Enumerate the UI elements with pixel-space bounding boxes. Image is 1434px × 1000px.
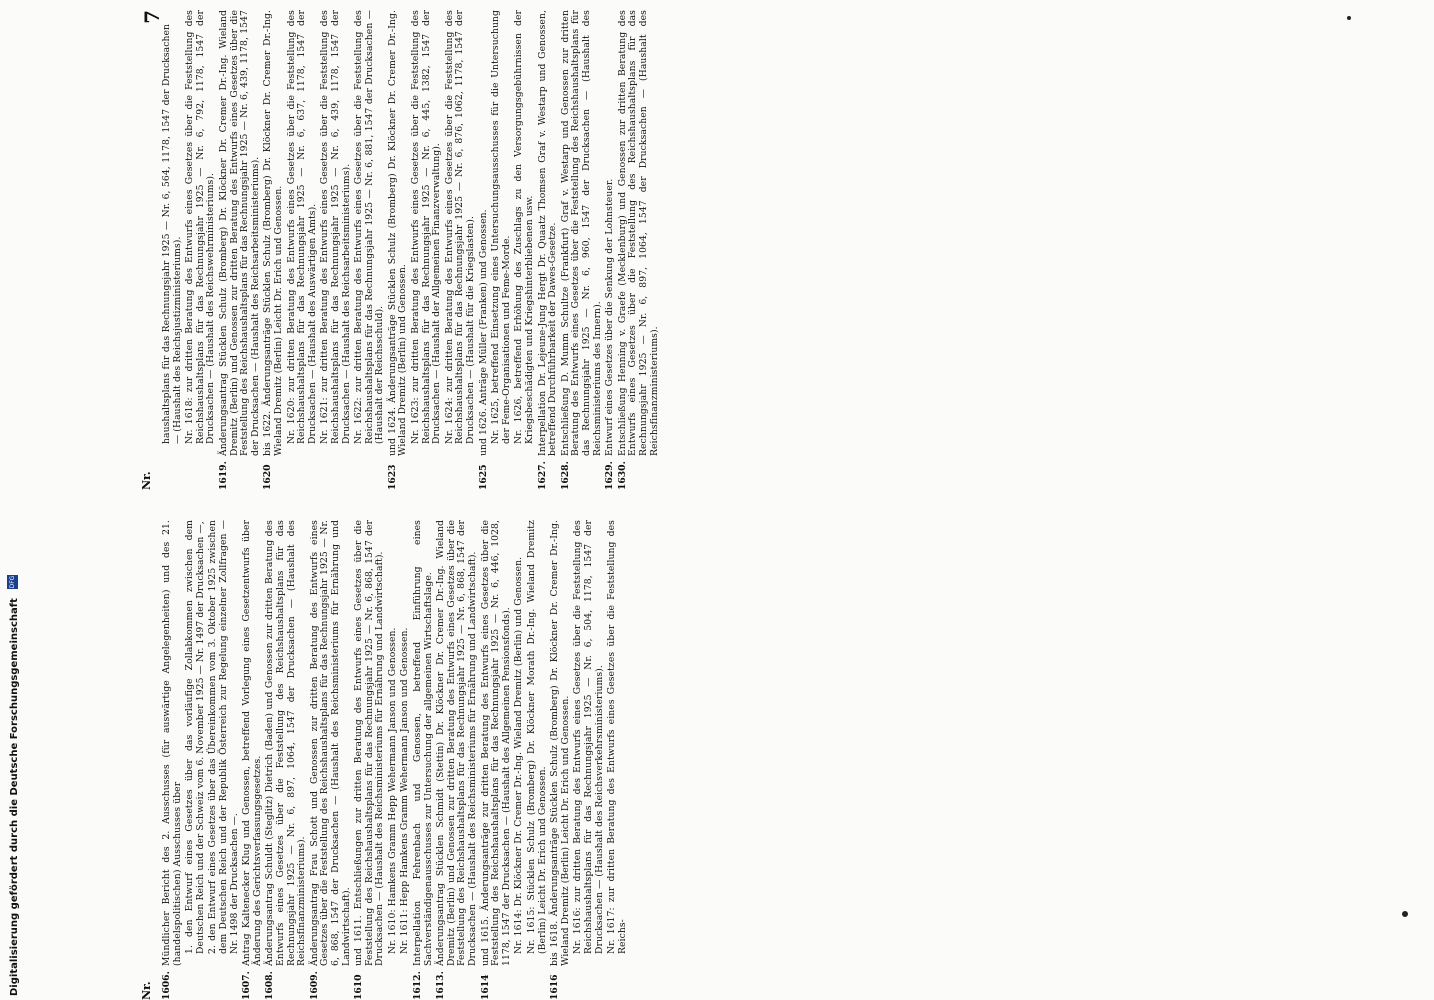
entry-number: 1608.	[264, 971, 276, 1000]
protocol-entry	[436, 520, 478, 1000]
entry-text: Entschließung D. Mumm Schultze (Frankfurt) Graf v. Westarp und Genossen zur dritten Beratung des Entwurfs eines Gesetzes über die Feststellung des Reichshaushaltsplans für das Rechnungsjahr 1925 — Nr. 6, 960, 1547 der Drucksachen — (Haushalt des Reichsministeriums des Innern).	[559, 10, 603, 456]
protocol-entry	[538, 10, 559, 490]
entry-number	[411, 456, 443, 490]
entry-text: Nr. 1610: Hamkens Gramm Hepp Wehermann Janson und Genossen.	[386, 627, 398, 954]
entry-text: haushaltsplans für das Rechnungsjahr 1925 — Nr. 6, 564, 1178, 1547 der Drucksachen — (Haushalt des Reichsjustizministeriums).	[161, 23, 183, 444]
protocol-entry	[479, 10, 490, 490]
protocol-entry	[354, 10, 386, 490]
footer-text: Digitalisierung gefördert durch die Deutsche Forschungsgemeinschaft	[9, 598, 20, 996]
entry-text: und 1615. Änderungsanträge zur dritten Beratung des Entwurfs eines Gesetzes über die Feststellung des Reichshaushaltsplans für das Rechnungsjahr 1925 — Nr. 6, 446, 1028, 1178, 1547 der Drucksachen — (Haushalt des Allgemeinen Pensionsfonds).	[479, 520, 512, 966]
entry-text: Nr. 1620: zur dritten Beratung des Entwurfs eines Gesetzes über die Feststellung des Reichshaushaltsplans für das Rechnungsjahr 1925 — Nr. 6, 637, 1178, 1547 der Drucksachen — (Haushalt des Auswärtigen Amts).	[285, 10, 318, 444]
protocol-entry	[607, 520, 628, 1000]
entry-text: Nr. 1618: zur dritten Beratung des Entwurfs eines Gesetzes über die Feststellung des Reichshaushaltsplans für das Rechnungsjahr 1925 — Nr. 6, 792, 1178, 1547 der Drucksachen — (Haushalt des Reichswehrministeriums).	[184, 10, 217, 444]
entry-text: Nr. 1623: zur dritten Beratung des Entwurfs eines Gesetzes über die Feststellung des Reichshaushaltsplans für das Rechnungsjahr 1925 — Nr. 6, 445, 1382, 1547 der Drucksachen — (Haushalt der Allgemeinen Finanzverwaltung).	[410, 10, 443, 444]
protocol-entry	[265, 520, 307, 1000]
entry-text: Mündlicher Bericht des 2. Ausschusses (für auswärtige Angelegenheiten) und des 21. (handelspolitischen) Ausschusses über	[161, 520, 183, 966]
entry-number	[185, 456, 217, 490]
entry-number: 1613.	[435, 971, 447, 1000]
entry-text: Nr. 1624: zur dritten Beratung des Entwurfs eines Gesetzes über die Feststellung des Reichshaushaltsplans für das Rechnungsjahr 1925 — Nr. 6, 876, 1062, 1178, 1547 der Drucksachen — (Haushalt für die Kriegslasten).	[443, 10, 477, 444]
entry-number: 1607.	[241, 971, 253, 1000]
right-column	[140, 10, 1270, 490]
entry-text: Änderungsantrag Stücklen Schulz (Bromberg) Dr. Klöckner Dr. Cremer Dr.-Ing. Wieland Dremitz (Berlin) und Genossen zur dritten Beratung des Entwurfs eines Gesetzes über die Feststellung des Reichshaushaltsplans für das Rechnungsjahr 1925 — Nr. 6, 439, 1178, 1547 der Drucksachen — (Haushalt des Reichsarbeitsministeriums).	[217, 10, 261, 456]
entry-text: bis 1618. Änderungsanträge Stücklen Schulz (Bromberg) Dr. Klöckner Dr. Cremer Dr.-Ing. Wieland Dremitz (Berlin) Leicht Dr. Erich und Genossen.	[549, 520, 571, 966]
entry-number: 1619.	[217, 461, 229, 490]
entry-number: 1628.	[559, 461, 571, 490]
dfg-logo: DFG	[9, 575, 16, 589]
protocol-entry	[514, 520, 525, 1000]
scan-speck	[1402, 911, 1408, 917]
scan-speck	[1347, 16, 1351, 20]
entry-text: Änderungsantrag Frau Schott und Genossen zur dritten Beratung des Entwurfs eines Gesetzes über die Feststellung des Reichshaushaltsplans für das Rechnungsjahr 1925 — Nr. 6, 868, 1547 der Drucksachen — (Haushalt des Reichsministeriums für Ernährung und Landwirtschaft).	[308, 520, 352, 966]
protocol-entry	[287, 10, 319, 490]
right-header	[140, 10, 164, 490]
entry-number: 1629.	[604, 461, 616, 490]
protocol-entry	[491, 10, 512, 490]
entry-text: Nr. 1622: zur dritten Beratung des Entwurfs eines Gesetzes über die Feststellung des Reichshaushaltsplans für das Rechnungsjahr 1925 — Nr. 6, 881, 1547 der Drucksachen — (Haushalt der Reichsschuld).	[353, 10, 386, 444]
right-entry-list	[162, 10, 660, 490]
entry-number	[287, 456, 319, 490]
entry-number: 1616	[549, 974, 561, 1000]
protocol-entry	[219, 10, 261, 490]
protocol-entry	[354, 520, 386, 1000]
protocol-entry	[550, 520, 571, 1000]
entry-number	[354, 456, 386, 490]
entry-number: 1610	[353, 974, 365, 1000]
protocol-entry	[263, 10, 284, 490]
protocol-entry	[310, 520, 352, 1000]
entry-text: Nr. 1616: zur dritten Beratung des Entwurfs eines Gesetzes über die Feststellung des Reichshaushaltsplans für das Rechnungsjahr 1925 — Nr. 6, 504, 1178, 1547 der Drucksachen — (Haushalt des Reichsverkehrsministeriums).	[572, 520, 605, 954]
left-header	[140, 520, 156, 1000]
protocol-entry	[413, 520, 434, 1000]
entry-text: Interpellation Fehrenbach und Genossen, betreffend Einführung eines Sachverständigenausschusses zur Untersuchung der allgemeinen Wirtschaftslage.	[412, 520, 434, 966]
entry-text: Entwurf eines Gesetzes über die Senkung der Lohnsteuer.	[604, 178, 616, 456]
entry-text: Nr. 1611: Hepp Hamkens Gramm Wehermann Janson und Genossen.	[399, 627, 411, 954]
entry-number: 1630.	[616, 461, 628, 490]
entry-text: Änderungsantrag Stücklen Schmidt (Stettin) Dr. Klöckner Dr. Cremer Dr.-Ing. Wieland Dremitz (Berlin) und Genossen zur dritten Beratung des Entwurfs eines Gesetzes über die Feststellung des Reichshaushaltsplans für das Rechnungsjahr 1925 — Nr. 6, 868, 1547 der Drucksachen — (Haushalt des Reichsministeriums für Ernährung und Landwirtschaft).	[435, 520, 479, 966]
protocol-entry	[618, 10, 660, 490]
entry-text: Interpellation Dr. Lejeune-Jung Hergt Dr. Quaatz Thomsen Graf v. Westarp und Genossen, betreffend Durchführbarkeit der Dawes-Gesetze.	[536, 10, 559, 456]
left-column	[140, 520, 1270, 1000]
protocol-entry	[573, 520, 605, 1000]
protocol-entry	[320, 10, 352, 490]
entry-number: 1625	[477, 464, 489, 490]
protocol-entry	[162, 520, 183, 1000]
entry-number	[514, 966, 525, 1000]
page-number: 7	[140, 10, 164, 24]
entry-number	[445, 456, 477, 490]
entry-text: Nr. 1625, betreffend Einsetzung eines Untersuchungsausschusses für die Untersuchung der Feme-Organisationen und Feme-Morde.	[490, 10, 512, 444]
left-nr-label: Nr.	[140, 981, 153, 1000]
protocol-entry	[242, 520, 263, 1000]
digitization-footer	[2, 0, 22, 996]
entry-number	[400, 966, 411, 1000]
protocol-entry	[185, 520, 206, 1000]
protocol-entry	[208, 520, 240, 1000]
rotated-text-block	[140, 0, 1270, 1000]
entry-number	[388, 966, 399, 1000]
entry-number: 1620	[262, 464, 274, 490]
entry-number: 1609.	[308, 971, 320, 1000]
entry-text: und 1611. Entschließungen zur dritten Beratung des Entwurfs eines Gesetzes über die Feststellung des Reichshaushaltsplans für das Rechnungsjahr 1925 — Nr. 6, 868, 1547 der Drucksachen — (Haushalt des Reichsministeriums für Ernährung und Landwirtschaft).	[353, 520, 386, 966]
entry-text: Nr. 1617: zur dritten Beratung des Entwurfs eines Gesetzes über die Feststellung des Reichs-	[606, 520, 628, 954]
protocol-entry	[481, 520, 513, 1000]
entry-number: 1623	[386, 464, 398, 490]
entry-number	[320, 456, 352, 490]
right-nr-label: Nr.	[140, 471, 153, 490]
entry-number: 1612.	[412, 971, 424, 1000]
entry-number	[491, 456, 512, 490]
entry-number	[573, 966, 605, 1000]
entry-text: Antrag Kaltenecker Klug und Genossen, betreffend Vorlegung eines Gesetzentwurfs über Änderung des Gerichtsverfassungsgesetzes.	[241, 520, 263, 966]
protocol-entry	[185, 10, 217, 490]
entry-text: Änderungsantrag Schuldt (Steglitz) Dietrich (Baden) und Genossen zur dritten Beratung des Entwurfs eines Gesetzes über die Feststellung des Reichshaushaltsplans für das Rechnungsjahr 1925 — Nr. 6, 897, 1064, 1547 der Drucksachen — (Haushalt des Reichsfinanzministeriums).	[264, 520, 308, 966]
entry-text: bis 1622. Änderungsanträge Stücklen Schulz (Bromberg) Dr. Klöckner Dr. Cremer Dr.-Ing. Wieland Dremitz (Berlin) Leicht Dr. Erich und Genossen.	[262, 10, 284, 456]
protocol-entry	[388, 10, 409, 490]
entry-text: Nr. 1615: Stücklen Schulz (Bromberg) Dr. Klöckner Morath Dr.-Ing. Wieland Dremitz (Berlin) Leicht Dr. Erich und Genossen.	[526, 520, 548, 954]
entry-text: Nr. 1626, betreffend Erhöhung des Zuschlags zu den Versorgungsgebührnissen der Kriegsbeschädigten und Kriegshinterbliebenen usw.	[513, 10, 535, 444]
entry-number	[185, 966, 206, 1000]
entry-text: und 1624. Änderungsanträge Stücklen Schulz (Bromberg) Dr. Klöckner Dr. Cremer Dr.-Ing. Wieland Dremitz (Berlin) und Genossen.	[386, 10, 409, 456]
entry-number: 1606.	[161, 971, 172, 1000]
entry-text: Nr. 1614: Dr. Klöckner Dr. Cremer Dr.-Ing. Wieland Dremitz (Berlin) und Genossen.	[513, 556, 525, 954]
entry-text: 2. den Entwurf eines Gesetzes über das Übereinkommen vom 3. Oktober 1925 zwischen dem Deutschen Reich und der Republik Österreich zur Regelung einzelner Zollfragen — Nr. 1498 der Drucksachen —.	[207, 520, 240, 954]
entry-number	[607, 966, 628, 1000]
entry-number	[527, 966, 548, 1000]
protocol-entry	[162, 24, 183, 490]
entry-number	[514, 456, 535, 490]
protocol-entry	[411, 10, 443, 490]
entry-text: Entschließung Henning v. Graefe (Mecklenburg) und Genossen zur dritten Beratung des Entwurfs eines Gesetzes über die Feststellung des Reichshaushaltsplans für das Rechnungsjahr 1925 — Nr. 6, 897, 1064, 1547 der Drucksachen — (Haushalt des Reichsfinanzministeriums).	[616, 10, 660, 456]
entry-text: Nr. 1621: zur dritten Beratung des Entwurfs eines Gesetzes über die Feststellung des Reichshaushaltsplans für das Rechnungsjahr 1925 — Nr. 6, 439, 1178, 1547 der Drucksachen — (Haushalt des Reichsarbeitsministeriums).	[319, 10, 352, 444]
entry-text: 1. den Entwurf eines Gesetzes über das vorläufige Zollabkommen zwischen dem Deutschen Reich und der Schweiz vom 6. November 1925 — Nr. 1497 der Drucksachen —,	[184, 520, 206, 954]
entry-number: 1614	[479, 974, 491, 1000]
protocol-entry	[605, 10, 616, 490]
entry-text: und 1626. Anträge Müller (Franken) und Genossen.	[477, 209, 489, 456]
protocol-entry	[400, 520, 411, 1000]
protocol-entry	[388, 520, 399, 1000]
protocol-entry	[527, 520, 548, 1000]
protocol-entry	[445, 10, 477, 490]
protocol-entry	[561, 10, 603, 490]
entry-number: 1627.	[536, 461, 548, 490]
left-entry-list	[162, 520, 628, 1000]
entry-number	[162, 456, 183, 490]
protocol-entry	[514, 10, 535, 490]
entry-number	[208, 966, 240, 1000]
